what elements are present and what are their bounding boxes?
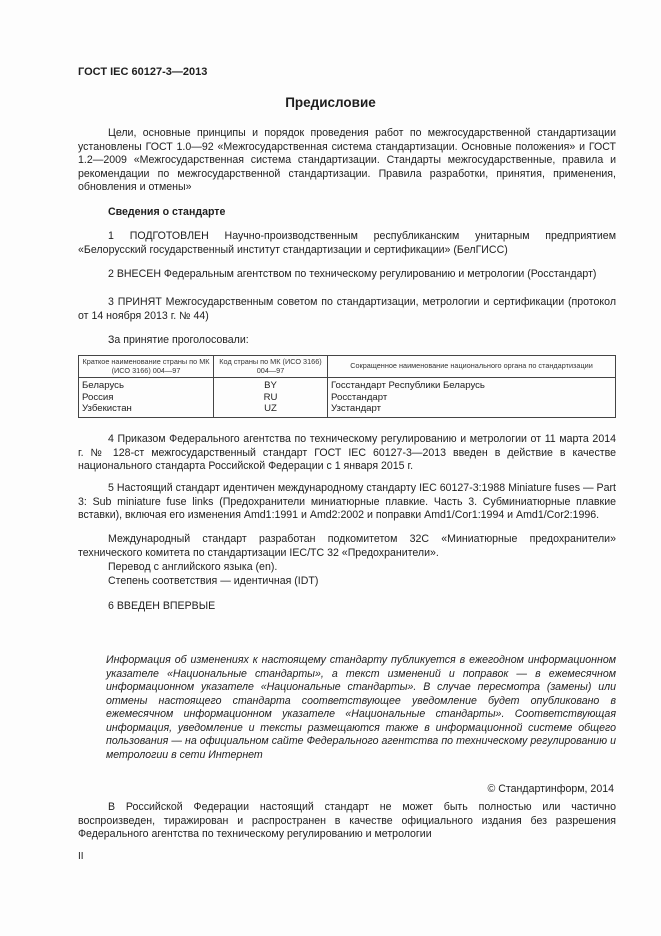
table-header-row: [79, 356, 616, 378]
item-4-text: 4 Приказом Федерального агентства по техническому регулированию и метрологии от 11 марта 2014 г. № 128-ст межгосударственный стандарт ГОСТ IEC 60127-3—2013 введен в действие в качестве национального стандарта Российской Федерации с 1 января 2015 г.: [78, 433, 616, 472]
item-5-translation: Перевод с английского языка (en).: [108, 561, 278, 573]
item-5-conformity: Степень соответствия — идентичная (IDT): [108, 575, 319, 587]
body-cell: Госстандарт Республики Беларусь: [328, 378, 616, 392]
voting-table: [78, 355, 616, 418]
item-5-text: 5 Настоящий стандарт идентичен международному стандарту IEC 60127-3:1988 Miniature fuses — Part 3: Sub miniature fuse links (Предохранители миниатюрные плавкие. Часть 3. Субминиатюрные плавкие вставки), включая его изменения Amd1:1991 и Amd2:2002 и поправки Amd1/Cor1:1994 и Amd1/Cor2:1996.: [78, 482, 616, 521]
intro-text: Цели, основные принципы и порядок проведения работ по межгосударственной стандартизации установлены ГОСТ 1.0—92 «Межгосударственная система стандартизации. Основные положения» и ГОСТ 1.2—2009 «Межгосударственная система стандартизации. Стандарты межгосударственные, правила и рекомендации по межгосударственной стандартизации. Правила разработки, принятия, применения, обновления и отмены»: [78, 127, 616, 193]
item-3: [78, 296, 616, 323]
code-cell: BY: [214, 378, 328, 392]
information-notice: Информация об изменениях к настоящему стандарту публикуется в ежегодном информационном указателе «Национальные стандарты», а текст изменений и поправок — в ежемесячном информационном указателе «Национальные стандарты». В случае пересмотра (замены) или отмены настоящего стандарта соответствующее уведомление будет опубликовано в ежемесячном информационном указателе «Национальные стандарты». Соответствующая информация, уведомление и тексты размещаются также в информационной системе общего пользования — на официальном сайте Федерального агентства по техническому регулированию и метрологии в сети Интернет: [106, 654, 616, 761]
document-code: ГОСТ IEC 60127-3—2013: [78, 66, 208, 78]
country-cell: Беларусь: [79, 378, 214, 392]
body-cell: Узстандарт: [328, 403, 616, 417]
code-cell: RU: [214, 392, 328, 404]
copyright: © Стандартинформ, 2014: [487, 783, 614, 795]
item-1-text: 1 ПОДГОТОВЛЕН Научно-производственным республиканским унитарным предприятием «Белорусский государственный институт стандартизации и сертификации» (БелГИСС): [78, 230, 616, 256]
item-2: [78, 268, 616, 282]
header-code: Код страны по МК (ИСО 3166) 004—97: [214, 356, 328, 378]
table-row: [79, 378, 616, 392]
table-row: [79, 392, 616, 404]
item-5-developer-text: Международный стандарт разработан подкомитетом 32С «Миниатюрные предохранители» технического комитета по стандартизации IEC/TC 32 «Предохранители».: [78, 533, 616, 559]
item-6: 6 ВВЕДЕН ВПЕРВЫЕ: [108, 600, 216, 612]
page-number: II: [78, 851, 84, 862]
body-cell: Росстандарт: [328, 392, 616, 404]
item-5-developer: [78, 533, 616, 560]
rights-notice-text: В Российской Федерации настоящий стандарт не может быть полностью или частично воспроизведен, тиражирован и распространен в качестве официального издания без разрешения Федерального агентства по техническому регулированию и метрологии: [78, 801, 616, 840]
item-1: [78, 230, 616, 257]
item-3-text: 3 ПРИНЯТ Межгосударственным советом по стандартизации, метрологии и сертификации (протокол от 14 ноября 2013 г. № 44): [78, 296, 616, 322]
rights-notice: [78, 801, 616, 842]
page-title: Предисловие: [285, 95, 376, 110]
standard-info-heading: Сведения о стандарте: [108, 206, 226, 218]
item-2-text: 2 ВНЕСЕН Федеральным агентством по техническому регулированию и метрологии (Росстандарт): [108, 268, 597, 280]
item-4: [78, 433, 616, 474]
voted-label: За принятие проголосовали:: [108, 334, 249, 346]
code-cell: UZ: [214, 403, 328, 417]
item-5: [78, 482, 616, 523]
header-body: Сокращенное наименование национального органа по стандартизации: [328, 356, 616, 378]
header-country: Краткое наименование страны по МК (ИСО 3166) 004—97: [79, 356, 214, 378]
intro-paragraph: [78, 127, 616, 195]
table-row: [79, 403, 616, 417]
country-cell: Россия: [79, 392, 214, 404]
country-cell: Узбекистан: [79, 403, 214, 417]
